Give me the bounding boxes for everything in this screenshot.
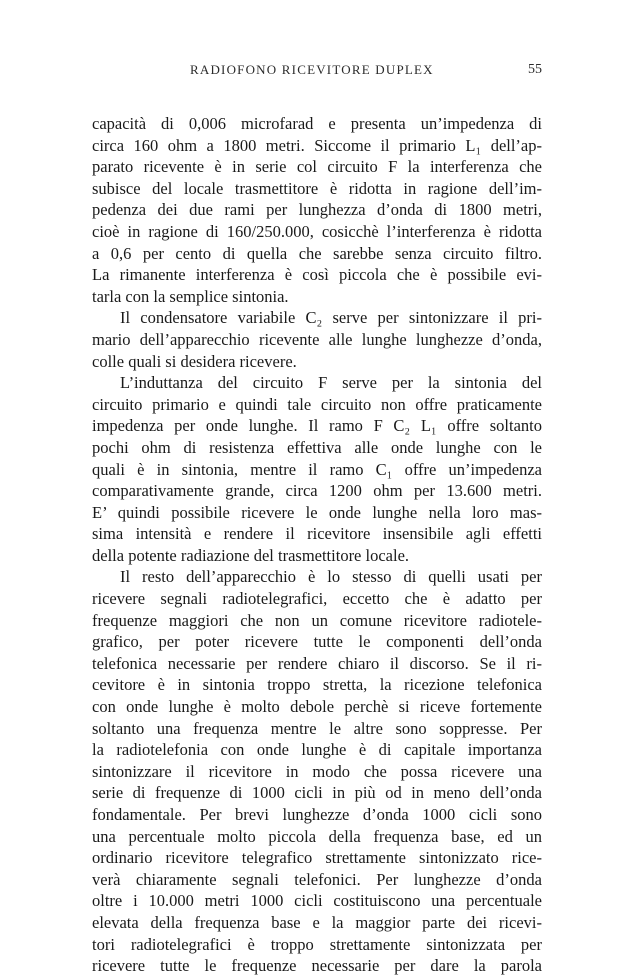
text-line: oltre i 10.000 metri 1000 cicli costituiscono una percentuale (92, 891, 542, 911)
text-line: la radiotelefonia con onde lunghe è di capitale importanza (92, 740, 542, 760)
text-line: fondamentale. Per brevi lunghezze d’onda 1000 cicli sono (92, 805, 542, 824)
text-line: capacità di 0,006 microfarad e presenta un’impedenza di (92, 114, 542, 133)
text-line: quali è in sintonia, mentre il ramo C₁ offre un’impedenza (92, 459, 542, 479)
text-line: serie di frequenze di 1000 cicli in più od in meno dell’onda (92, 783, 542, 803)
body-text (92, 113, 542, 977)
text-line: pochi ohm di resistenza effettiva alle onde lunghe con le (92, 437, 542, 457)
text-line: mario dell’apparecchio ricevente alle lunghe lunghezze d’onda, (92, 329, 542, 349)
text-line: Il condensatore variabile C₂ serve per sintonizzare il pri- (120, 308, 542, 328)
text-line: La rimanente interferenza è così piccola che è possibile evi- (92, 265, 542, 285)
text-line: subisce del locale trasmettitore è ridotta in ragione dell’im- (92, 178, 542, 198)
text-line: Il resto dell’apparecchio è lo stesso di quelli usati per (120, 567, 542, 587)
text-line: colle quali si desidera ricevere. (92, 351, 297, 371)
text-line: pedenza dei due rami per lunghezza d’onda di 1800 metri, (92, 200, 542, 220)
text-line: tori radiotelegrafici è troppo strettamente sintonizzata per (92, 934, 542, 954)
text-line: con onde lunghe è molto debole perchè si riceve fortemente (92, 697, 542, 717)
text-line: sintonizzare il ricevitore in modo che possa ricevere una (92, 761, 542, 781)
text-line: cioè in ragione di 160/250.000, cosicchè l’interferenza è ridotta (92, 221, 542, 241)
text-line: parato ricevente è in serie col circuito F la interferenza che (92, 157, 542, 177)
text-line: ordinario ricevitore telegrafico strettamente sintonizzato rice- (92, 848, 542, 868)
text-line: E’ quindi possibile ricevere le onde lunghe nella loro mas- (92, 502, 542, 522)
text-line: frequenze maggiori che non un comune ricevitore radiotele- (92, 610, 542, 630)
text-line: verà chiaramente segnali telefonici. Per lunghezze d’onda (92, 869, 542, 889)
text-line: circuito primario e quindi tale circuito non offre praticamente (92, 394, 542, 414)
text-line: telefonica necessarie per rendere chiaro il discorso. Se il ri- (92, 653, 542, 673)
running-title: RADIOFONO RICEVITORE DUPLEX (190, 62, 434, 77)
text-line: della potente radiazione del trasmettitore locale. (92, 545, 410, 565)
page-header (92, 62, 542, 82)
text-line: elevata della frequenza base e la maggior parte dei ricevi- (92, 912, 542, 932)
text-line: a 0,6 per cento di quella che sarebbe senza circuito filtro. (92, 243, 542, 263)
text-line: soltanto una frequenza mentre le altre sono soppresse. Per (92, 718, 542, 738)
text-line: ricevere tutte le frequenze necessarie per dare la parola (92, 956, 542, 976)
text-line: grafico, per poter ricevere tutte le componenti dell’onda (92, 632, 542, 652)
text-line: cevitore è in sintonia troppo stretta, la ricezione telefonica (92, 675, 542, 695)
text-line: ricevere segnali radiotelegrafici, eccetto che è adatto per (92, 589, 542, 609)
page-number: 55 (528, 62, 542, 77)
text-line: comparativamente grande, circa 1200 ohm per 13.600 metri. (92, 481, 542, 501)
text-line: una percentuale molto piccola della frequenza base, ed un (92, 826, 542, 846)
text-line: sima intensità e rendere il ricevitore insensibile agli effetti (92, 524, 542, 544)
text-line: impedenza per onde lunghe. Il ramo F C₂ L₁ offre soltanto (92, 416, 542, 436)
text-line: L’induttanza del circuito F serve per la sintonia del (120, 373, 542, 393)
text-line: tarla con la semplice sintonia. (92, 286, 289, 306)
text-line: circa 160 ohm a 1800 metri. Siccome il primario L₁ dell’ap- (92, 135, 542, 155)
